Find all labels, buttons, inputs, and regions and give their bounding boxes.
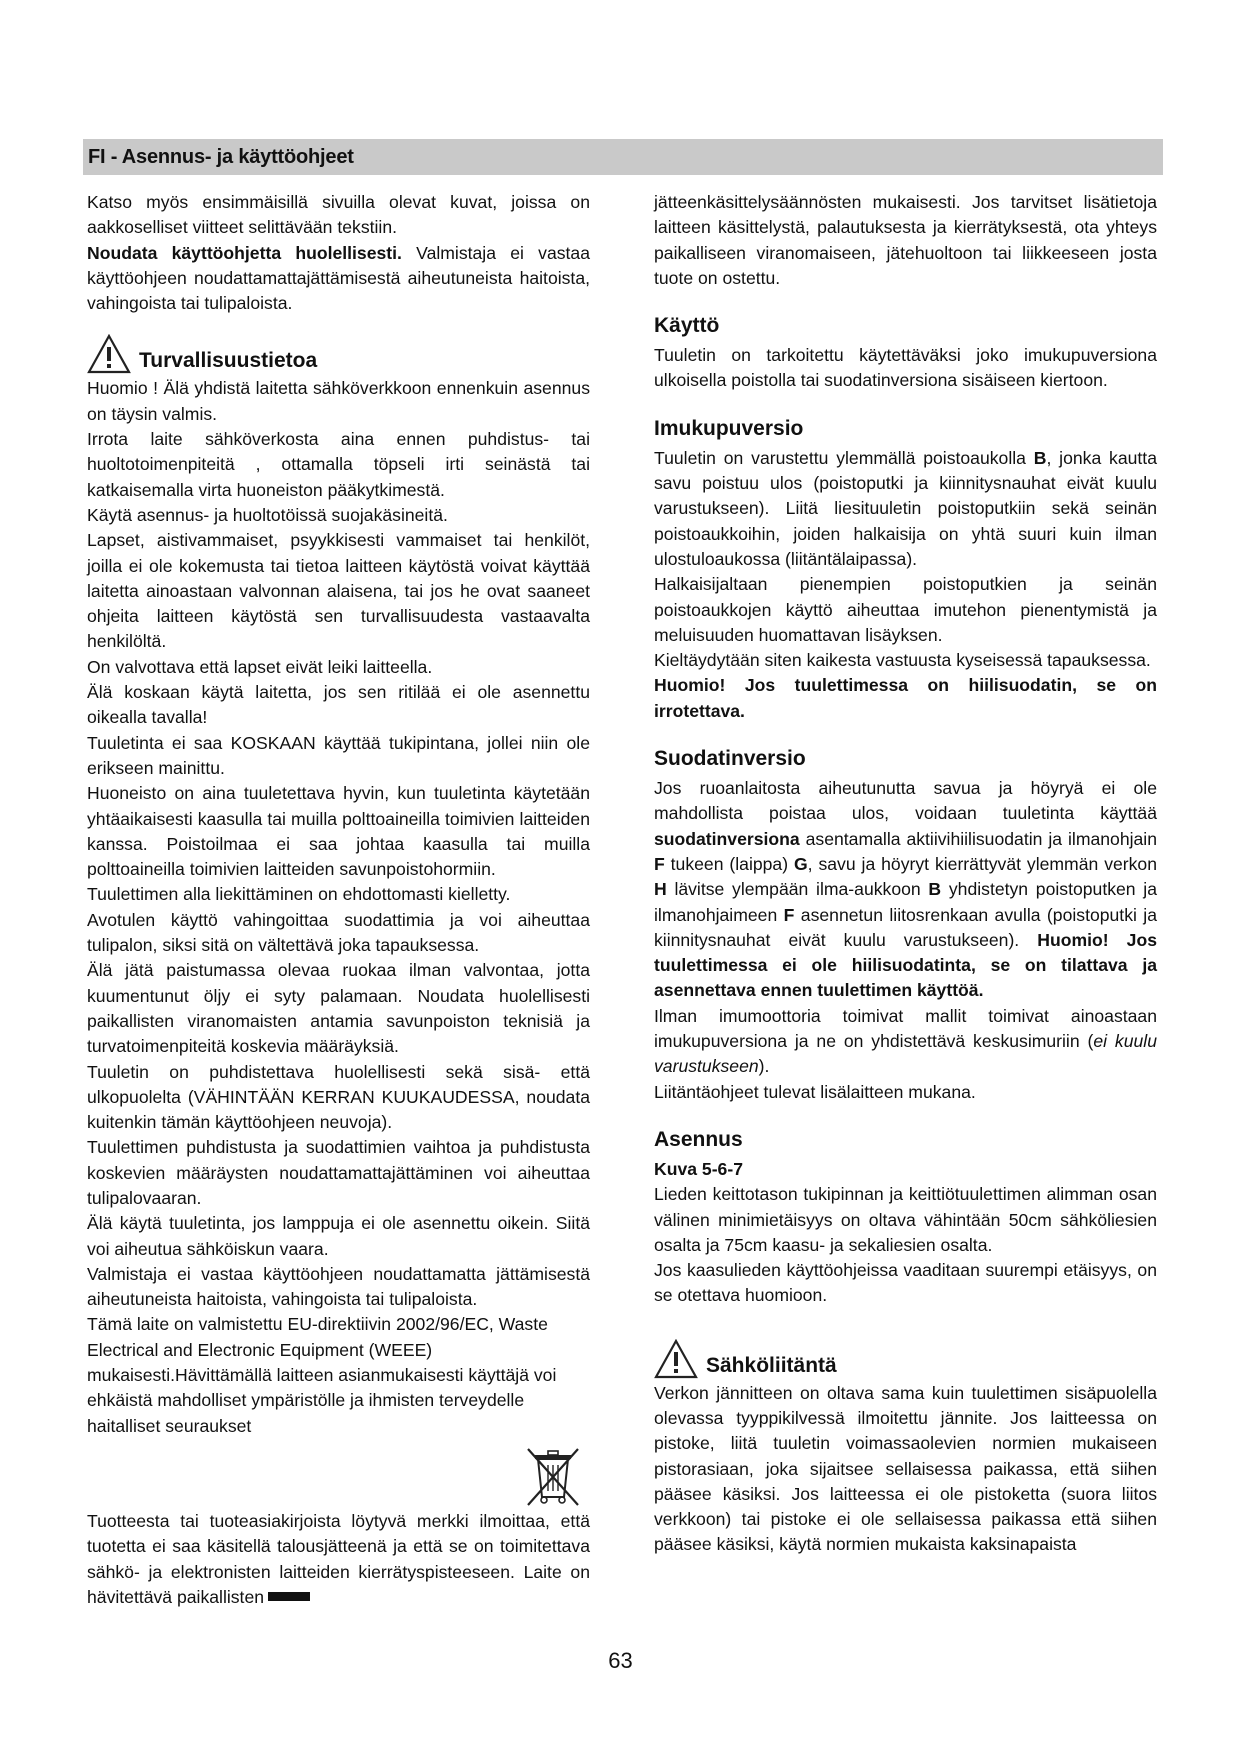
intro-paragraph: Katso myös ensimmäisillä sivuilla olevat kuvat, joissa on aakkoselliset viitteet selittävään tekstiin.: [87, 192, 590, 238]
weee-text: Tuotteesta tai tuoteasiakirjoista löytyvä merkki ilmoittaa, että tuotetta ei saa käsitellä talousjätteenä ja että se on toimitettava sähkö- ja elektronisten laitteiden kierrätyspisteeseen. Laite on hävitettävä paikallisten: [87, 1510, 590, 1607]
safety-paragraph: Tuuletin on puhdistettava huolellisesti sekä sisä- että ulkopuolelta (VÄHINTÄÄN KERRAN KUUKAUDESSA, noudata kuitenkin tämän käyttöohjeen neuvoja).: [87, 1061, 590, 1133]
safety-paragraph: On valvottava että lapset eivät leiki laitteella.: [87, 656, 433, 677]
weee-symbol-area: [87, 1439, 590, 1509]
suction-warning: Huomio! Jos tuulettimessa on hiilisuodatin, se on irrotettava.: [654, 675, 1157, 721]
warning-icon: [654, 1339, 698, 1379]
safety-paragraph: Tuuletinta ei saa KOSKAAN käyttää tukipintana, jollei niin ole erikseen mainittu.: [87, 732, 590, 778]
intro-paragraph-2: [87, 241, 590, 317]
safety-paragraph: Lapset, aistivammaiset, psyykkisesti vammaiset tai henkilöt, joilla ei ole kokemusta tai tietoa laitteen käytöstä voivat käyttää laitetta ainoastaan valvonnan alaisena, tai jos he ovat saaneet ohjeita laitteen käytöstä sen turvallisuudesta vastaavalta henkilöltä.: [87, 530, 590, 652]
safety-paragraph: Huomio ! Älä yhdistä laitetta sähköverkkoon ennenkuin asennus on täysin valmis.: [87, 378, 590, 424]
electrical-title: Sähköliitäntä: [706, 1353, 837, 1377]
right-column: [654, 190, 1157, 1558]
use-paragraph: Tuuletin on tarkoitettu käytettäväksi joko imukupuversiona ulkoisella poistolla tai suodatinversiona sisäiseen kiertoon.: [654, 345, 1157, 391]
suction-title: Imukupuversio: [654, 416, 804, 440]
filter-title: Suodatinversio: [654, 747, 806, 771]
left-column: [87, 190, 590, 1610]
crossed-bin-icon: [522, 1445, 584, 1509]
electrical-paragraph: Verkon jännitteen on oltava sama kuin tuulettimen sisäpuolella olevassa tyyppikilvessä ilmoitettu jännite. Jos laitteessa on pistoke, liitä tuuletin voimassaolevien normien mukaiseen pistorasiaan, joka sijaitsee sellaisessa paikassa, että siihen pääsee käsiksi. Jos laitteessa ei ole pistoketta (suora liitos verkkoon) tai pistoke ei ole sellaisessa paikassa että siihen pääsee käsiksi, käytä normien mukaista kaksinapaista: [654, 1382, 1157, 1555]
filter-paragraph-2: Ilman imumoottoria toimivat mallit toimivat ainoastaan imukupuversiona ja ne on yhdistettävä keskusimuriin (ei kuulu varustukseen).: [654, 1005, 1157, 1077]
suction-paragraph: Tuuletin on varustettu ylemmällä poistoaukolla B, jonka kautta savu poistuu ulos (poistoputki ja kiinnitysnauhat eivät kuulu varustukseen). Liitä liesituuletin poistoputkiin sekä seinän poistoaukkoihin, joiden halkaisija on yhtä suuri kuin ilman ulostuloaukossa (liitäntälaipassa).: [654, 447, 1157, 569]
safety-paragraph: Tuulettimen puhdistusta ja suodattimien vaihtoa ja puhdistusta koskevien määräysten noudattamattajättäminen voi aiheuttaa tulipalovaaran.: [87, 1137, 590, 1208]
install-paragraph-2: Jos kaasulieden käyttöohjeissa vaaditaan suurempi etäisyys, on se otettava huomioon.: [654, 1260, 1157, 1306]
safety-paragraph: Tämä laite on valmistettu EU-direktiivin 2002/96/EC, Waste Electrical and Electronic Equipment (WEEE) mukaisesti.Hävittämällä laitteen asianmukaisesti käyttäjä voi ehkäistä mahdolliset ympäristölle ja ihmisten terveydelle haitalliset seuraukset: [87, 1314, 557, 1436]
black-bar-icon: [268, 1592, 310, 1601]
electrical-heading: [654, 1339, 1157, 1379]
install-figure-ref: Kuva 5-6-7: [654, 1158, 743, 1179]
install-title: Asennus: [654, 1127, 743, 1151]
page-number: 63: [608, 1648, 633, 1673]
warning-icon: [87, 334, 131, 374]
safety-heading: [87, 334, 590, 374]
safety-paragraph: Tuulettimen alla liekittäminen on ehdottomasti kielletty.: [87, 884, 511, 905]
intro-bold: Noudata käyttöohjetta huolellisesti.: [87, 242, 402, 263]
safety-paragraph: Älä käytä tuuletinta, jos lamppuja ei ole asennettu oikein. Siitä voi aiheutua sähköiskun vaara.: [87, 1213, 590, 1259]
use-title: Käyttö: [654, 314, 720, 338]
filter-paragraph-3: Liitäntäohjeet tulevat lisälaitteen mukana.: [654, 1081, 976, 1102]
safety-paragraph: Käytä asennus- ja huoltotöissä suojakäsineitä.: [87, 504, 448, 525]
safety-paragraph: Älä koskaan käytä laitetta, jos sen ritilää ei ole asennettu oikealla tavalla!: [87, 682, 590, 728]
safety-paragraph: Avotulen käyttö vahingoittaa suodattimia ja voi aiheuttaa tulipalon, siksi sitä on vältettävä joka tapauksessa.: [87, 909, 590, 956]
suction-paragraph-2: Halkaisijaltaan pienempien poistoputkien ja seinän poistoaukkojen käyttö aiheuttaa imutehon pienentymistä ja meluisuuden huomattavan lisäyksen.: [654, 574, 1157, 645]
suction-paragraph-3: Kieltäydytään siten kaikesta vastuusta kyseisessä tapauksessa.: [654, 650, 1151, 671]
intro-rest: Valmistaja ei vastaa käyttöohjeen noudattamattajättämisestä aiheutuneista haitoista, vahingoista tai tulipaloista.: [87, 242, 590, 314]
safety-paragraph: Älä jätä paistumassa olevaa ruokaa ilman valvontaa, jotta kuumentunut öljy ei syty palamaan. Noudata huolellisesti paikallisten viranomaisten antamia savunpoiston teknisiä ja turvatoimenpiteitä koskevia määräyksiä.: [87, 960, 590, 1057]
safety-paragraph: Valmistaja ei vastaa käyttöohjeen noudattamatta jättämisestä aiheutuneista haitoista, vahingoista tai tulipaloista.: [87, 1263, 590, 1310]
safety-paragraph: Huoneisto on aina tuuletettava hyvin, kun tuuletinta käytetään yhtäaikaisesti kaasulla tai muilla polttoaineilla toimivien laitteiden kanssa. Poistoilmaa ei saa johtaa kaasulla tai muilla polttoaineilla toimivien laitteiden savunpoistohormiin.: [87, 783, 590, 880]
continuation-paragraph: jätteenkäsittelysäännösten mukaisesti. Jos tarvitset lisätietoja laitteen käsittelystä, palautuksesta ja kierrätyksestä, ota yhteys paikalliseen viranomaiseen, jätehuoltoon tai liikkeeseen josta tuote on ostettu.: [654, 192, 1157, 288]
page-title: FI - Asennus- ja käyttöohjeet: [88, 146, 354, 168]
weee-paragraph: [87, 1509, 590, 1610]
filter-paragraph: Jos ruoanlaitosta aiheutunutta savua ja höyryä ei ole mahdollista poistaa ulos, voidaan tuuletinta käyttää suodatinversiona asentamalla aktiivihiilisuodatin ja ilmanohjain F tukeen (laippa) G, savu ja höyryt kierrättyvät ylemmän verkon H lävitse ylempään ilma-aukkoon B yhdistetyn poistoputken ja ilmanohjaimeen F asennetun liitosrenkaan avulla (poistoputki ja kiinnitysnauhat eivät kuulu varustukseen). Huomio! Jos tuulettimessa ei ole hiilisuodatinta, se on tilattava ja asennettava ennen tuulettimen käyttöä.: [654, 778, 1157, 1001]
install-paragraph: Lieden keittotason tukipinnan ja keittiötuulettimen alimman osan välinen minimietäisyys on oltava vähintään 50cm sähköliesien osalta ja 75cm kaasu- ja sekaliesien osalta.: [654, 1184, 1157, 1255]
safety-title: Turvallisuustietoa: [139, 349, 318, 373]
safety-paragraph: Irrota laite sähköverkosta aina ennen puhdistus- tai huoltotoimenpiteitä , ottamalla töpseli irti seinästä tai katkaisemalla virta huoneiston pääkytkimestä.: [87, 429, 590, 500]
